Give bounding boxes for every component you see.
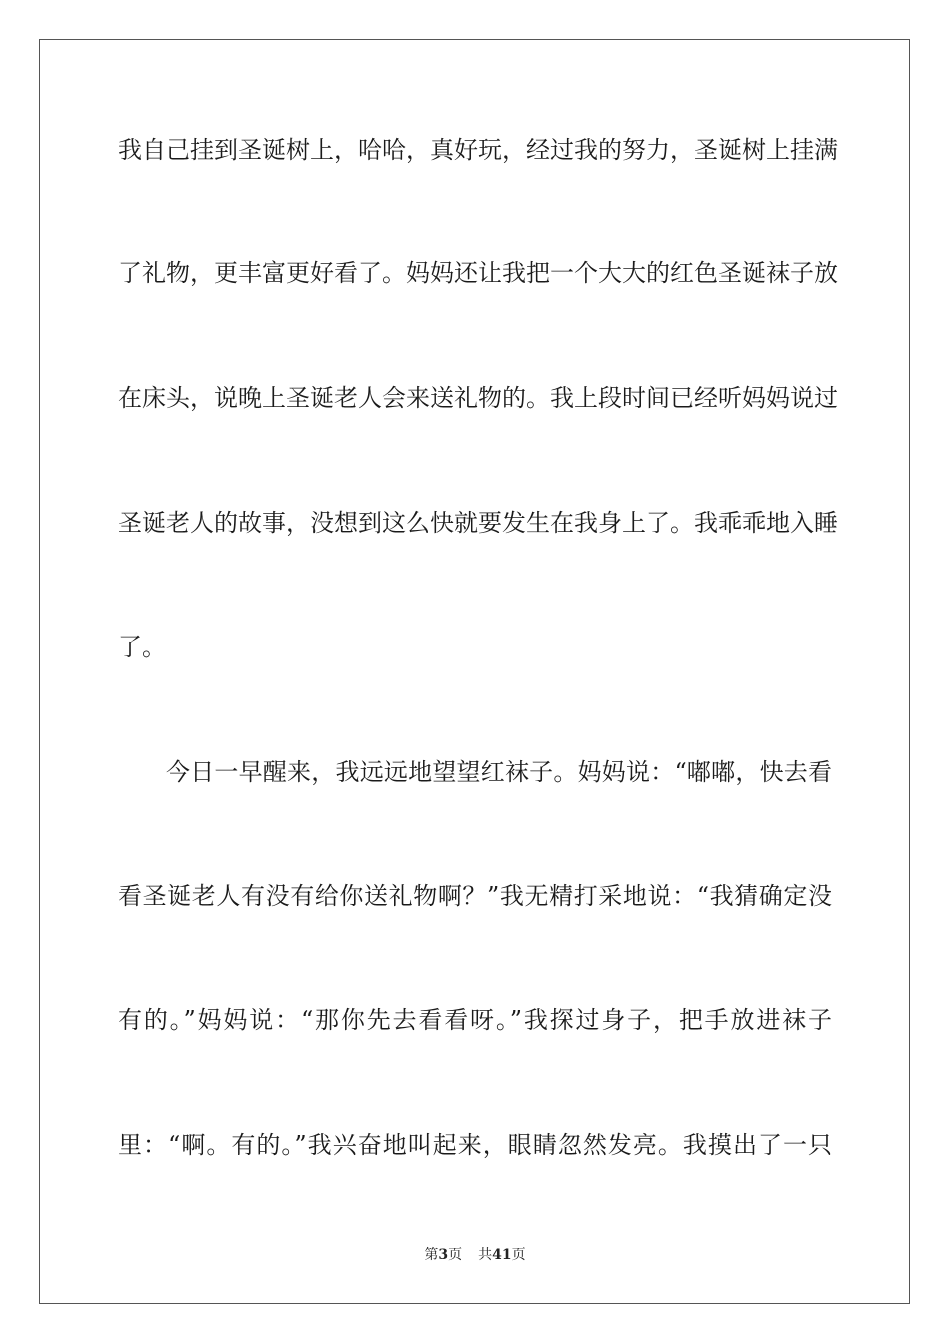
- page-prefix: 第: [424, 1247, 439, 1263]
- page-suffix: 页: [448, 1247, 463, 1263]
- page-frame: [39, 39, 910, 1304]
- text-line-6: 今日一早醒来，我远远地望望红袜子。妈妈说：“嘟嘟，快去看: [166, 758, 832, 786]
- total-suffix: 页: [511, 1247, 526, 1263]
- total-pages: 41: [492, 1247, 512, 1263]
- text-line-2: 了礼物，更丰富更好看了。妈妈还让我把一个大大的红色圣诞袜子放: [118, 259, 838, 287]
- text-line-8: 有的。”妈妈说：“那你先去看看呀。”我探过身子，把手放进袜子: [118, 1006, 832, 1034]
- text-line-9: 里：“啊。有的。”我兴奋地叫起来，眼睛忽然发亮。我摸出了一只: [118, 1131, 832, 1159]
- total-prefix: 共: [478, 1247, 493, 1263]
- text-line-7: 看圣诞老人有没有给你送礼物啊？”我无精打采地说：“我猜确定没: [118, 882, 832, 910]
- text-line-3: 在床头，说晚上圣诞老人会来送礼物的。我上段时间已经听妈妈说过: [118, 384, 838, 412]
- page-footer: [0, 1245, 950, 1265]
- text-line-5: 了。: [118, 633, 166, 661]
- page-number: 3: [438, 1247, 449, 1263]
- text-line-1: 我自己挂到圣诞树上，哈哈，真好玩，经过我的努力，圣诞树上挂满: [118, 136, 838, 164]
- text-line-4: 圣诞老人的故事，没想到这么快就要发生在我身上了。我乖乖地入睡: [118, 509, 838, 537]
